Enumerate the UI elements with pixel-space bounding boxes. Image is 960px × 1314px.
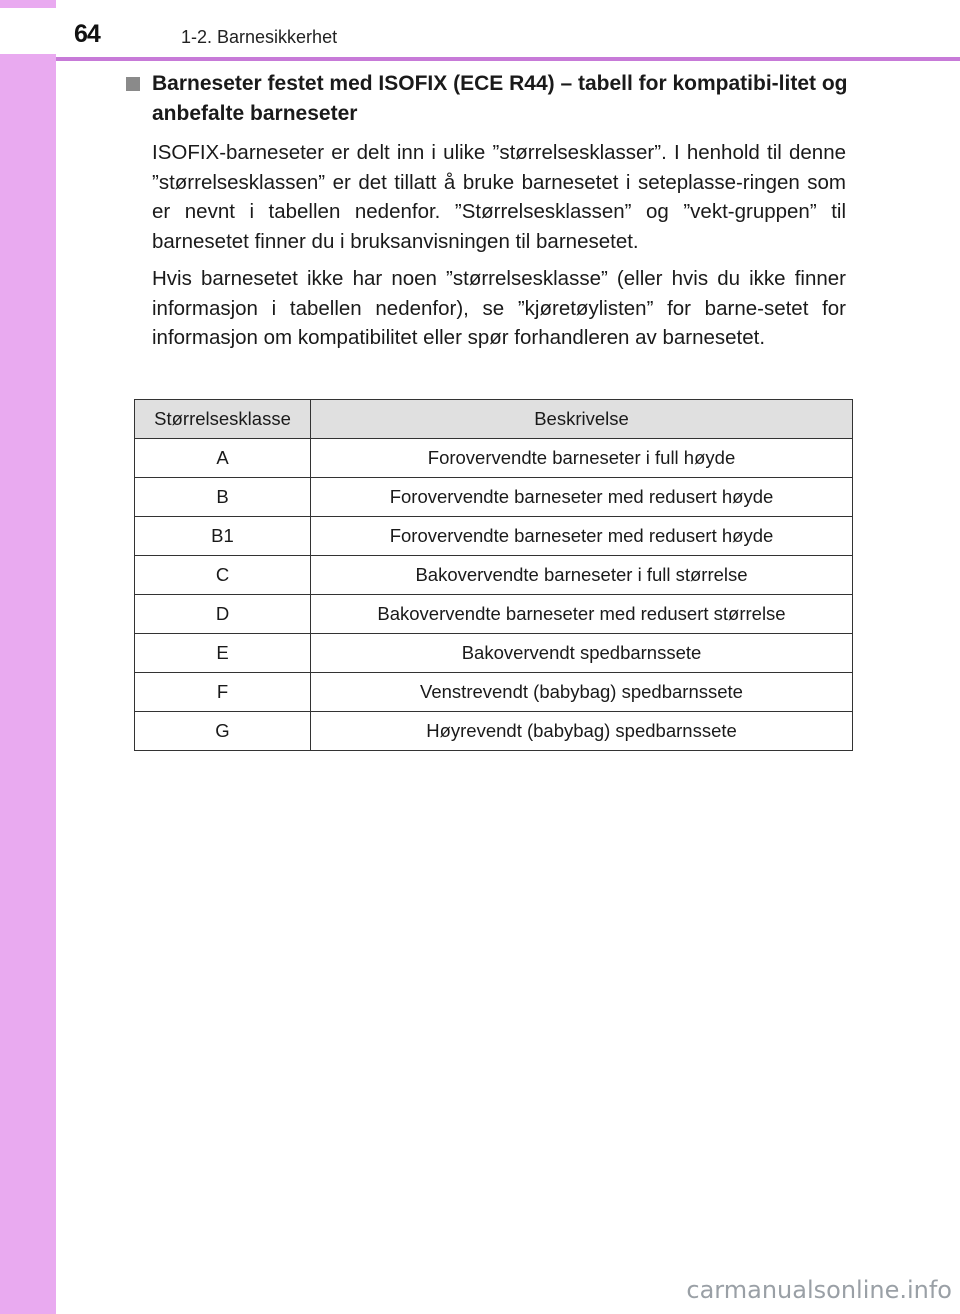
table-header-row [135, 400, 853, 439]
table-row [135, 673, 853, 712]
table-row [135, 478, 853, 517]
square-bullet-icon [126, 77, 140, 91]
page-number: 64 [74, 20, 100, 48]
description-cell: Venstrevendt (babybag) spedbarnssete [311, 673, 853, 712]
size-class-cell: A [135, 439, 311, 478]
header-divider [56, 57, 960, 61]
table-row [135, 556, 853, 595]
paragraph-1: ISOFIX-barneseter er delt inn i ulike ”størrelsesklasser”. I henhold til denne ”størrelsesklassen” er det tillatt å bruke barnesetet i seteplasse-ringen som er nevnt i tabellen nedenfor. ”Størrelsesklassen” og ”vekt-gruppen” til barnesetet finner du i bruksanvisningen til barnesetet. [152, 141, 846, 253]
subsection-heading [126, 69, 852, 129]
size-class-cell: G [135, 712, 311, 751]
table-row [135, 634, 853, 673]
description-cell: Forovervendte barneseter med redusert høyde [311, 478, 853, 517]
watermark-text: carmanualsonline.info [686, 1276, 952, 1304]
section-title: 1-2. Barnesikkerhet [181, 27, 338, 47]
size-class-table [134, 399, 853, 751]
heading-text: Barneseter festet med ISOFIX (ECE R44) – tabell for kompatibi-litet og anbefalte barneseter [152, 72, 848, 125]
size-class-cell: B [135, 478, 311, 517]
table-row [135, 595, 853, 634]
size-class-cell: B1 [135, 517, 311, 556]
description-cell: Forovervendte barneseter i full høyde [311, 439, 853, 478]
side-color-strip [0, 0, 56, 1314]
column-header: Beskrivelse [311, 400, 853, 439]
description-cell: Høyrevendt (babybag) spedbarnssete [311, 712, 853, 751]
column-header: Størrelsesklasse [135, 400, 311, 439]
description-cell: Bakovervendte barneseter i full størrelse [311, 556, 853, 595]
size-class-cell: C [135, 556, 311, 595]
description-cell: Forovervendte barneseter med redusert høyde [311, 517, 853, 556]
paragraph-2: Hvis barnesetet ikke har noen ”størrelsesklasse” (eller hvis du ikke finner informasjon i tabellen nedenfor), se ”kjøretøylisten” for barne-setet for informasjon om kompatibilitet eller spør forhandleren av barnesetet. [152, 267, 846, 349]
description-cell: Bakovervendt spedbarnssete [311, 634, 853, 673]
page-number-box [0, 8, 100, 54]
size-class-cell: E [135, 634, 311, 673]
table-row [135, 712, 853, 751]
table-row [135, 517, 853, 556]
description-cell: Bakovervendte barneseter med redusert størrelse [311, 595, 853, 634]
size-class-cell: D [135, 595, 311, 634]
table-row [135, 439, 853, 478]
size-class-cell: F [135, 673, 311, 712]
